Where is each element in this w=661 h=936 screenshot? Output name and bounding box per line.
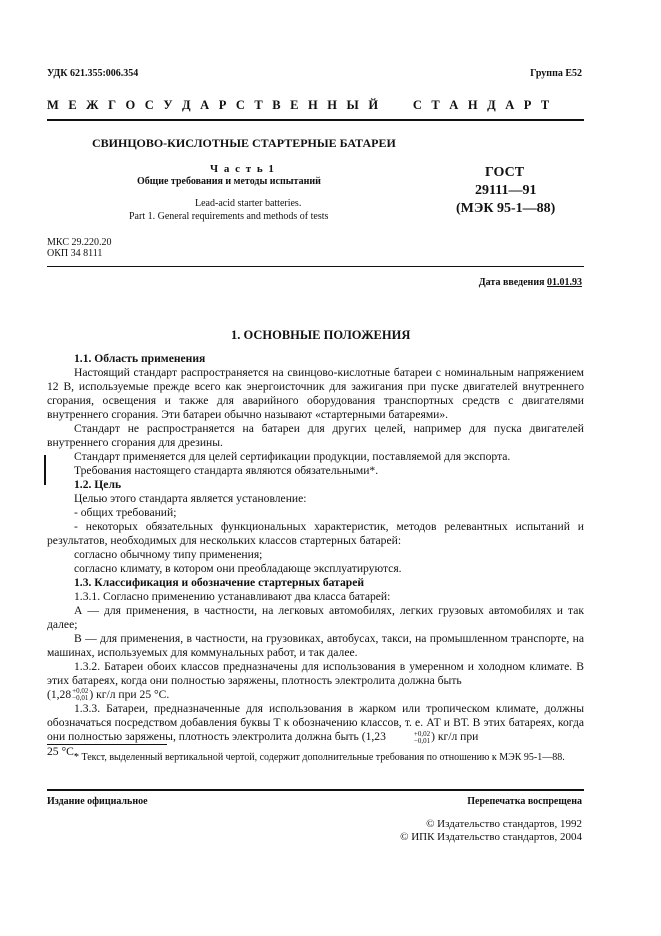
codes-rule	[47, 266, 584, 267]
paragraph	[47, 702, 584, 744]
standard-banner: М Е Ж Г О С У Д А Р С Т В Е Н Н Ы Й С Т А Н Д А Р Т	[47, 98, 553, 112]
tolerance-upper: +0,02	[72, 687, 89, 696]
gost-label: ГОСТ	[485, 165, 525, 180]
paragraph: 1.3.2. Батареи обоих классов предназначены для использования в умеренном и холодном климате. В этих батареях, когда они полностью заряжены, плотность электролита должна быть	[47, 660, 584, 687]
density-value: (1,23	[361, 730, 386, 744]
part-number: Ч а с т ь 1	[210, 163, 276, 175]
density-unit: ) кг/л при	[431, 730, 479, 744]
paragraph	[47, 688, 584, 702]
copyright-1992: © Издательство стандартов, 1992	[426, 818, 582, 830]
copyright-2004: © ИПК Издательство стандартов, 2004	[400, 831, 582, 843]
density-tolerance	[72, 688, 88, 702]
paragraph-text: 1.3.3. Батареи, предназначенные для использования в жарком или тропическом климате, должны обозначаться посредством добавления буквы Т к обозначению классов, т. е. АТ и ВТ. В этих батареях, когда они полностью заряжены, плотность электролита должна быть	[47, 702, 584, 744]
subsection-1-3-title: 1.3. Классификация и обозначение стартерных батарей	[74, 576, 365, 589]
paragraph: 1.3.1. Согласно применению устанавливают два класса батарей:	[74, 590, 391, 603]
footnote: * Текст, выделенный вертикальной чертой, содержит дополнительные требования по отношению к МЭК 95-1—88.	[74, 752, 565, 763]
section-heading: 1. ОСНОВНЫЕ ПОЛОЖЕНИЯ	[231, 328, 411, 342]
paragraph: Целью этого стандарта является установление:	[74, 492, 307, 505]
official-edition: Издание официальное	[47, 796, 148, 807]
footnote-rule	[47, 744, 167, 745]
paragraph: Требования настоящего стандарта являются обязательными*.	[74, 464, 379, 477]
list-item: - общих требований;	[74, 506, 177, 519]
udk-code: УДК 621.355:006.354	[47, 68, 139, 79]
reprint-notice: Перепечатка воспрещена	[467, 796, 582, 807]
subsection-1-1-title: 1.1. Область применения	[74, 352, 206, 365]
gost-number: 29111—91	[475, 183, 537, 198]
paragraph: А — для применения, в частности, на легковых автомобилях, легких грузовых автомобилях и так далее;	[47, 604, 584, 631]
paragraph: В — для применения, в частности, на грузовиках, автобусах, такси, на промышленном транспорте, на машинах, используемых для коммунальных работ, и так далее.	[47, 632, 584, 659]
introduction-date-label: Дата введения	[478, 277, 545, 288]
iec-reference: (МЭК 95-1—88)	[456, 201, 556, 216]
document-title: СВИНЦОВО-КИСЛОТНЫЕ СТАРТЕРНЫЕ БАТАРЕИ	[92, 136, 396, 150]
tolerance-upper: +0,02	[413, 729, 431, 738]
subsection-1-2-title: 1.2. Цель	[74, 478, 122, 491]
paragraph: согласно обычному типу применения;	[74, 548, 263, 561]
okp-code: ОКП 34 8111	[47, 248, 103, 259]
introduction-date-value: 01.01.93	[547, 277, 582, 288]
paragraph: Стандарт не распространяется на батареи для других целей, например для пуска двигателей внутреннего сгорания для дрезины.	[47, 422, 584, 449]
group-code: Группа Е52	[530, 68, 582, 79]
english-title-line2: Part 1. General requirements and methods of tests	[129, 211, 329, 222]
introduction-date	[479, 277, 582, 288]
footer-rule	[47, 789, 584, 791]
paragraph: согласно климату, в котором они преобладающе эксплуатируются.	[74, 562, 402, 575]
header-rule	[47, 119, 584, 121]
density-tolerance	[387, 731, 430, 745]
paragraph: 25 °С.	[47, 744, 77, 758]
tolerance-lower: −0,01	[413, 736, 431, 745]
section-body	[47, 352, 584, 759]
tolerance-lower: −0,01	[72, 694, 89, 703]
change-marker-bar	[44, 455, 46, 485]
density-unit: ) кг/л при 25 °С.	[89, 688, 170, 701]
mks-code: МКС 29.220.20	[47, 237, 112, 248]
part-subtitle: Общие требования и методы испытаний	[137, 176, 321, 187]
list-item: - некоторых обязательных функциональных характеристик, методов релевантных испытаний и результатов, необходимых для нескольких классов стартерных батарей:	[47, 520, 584, 547]
english-title-line1: Lead-acid starter batteries.	[195, 198, 302, 209]
paragraph: Стандарт применяется для целей сертификации продукции, поставляемой для экспорта.	[74, 450, 511, 463]
paragraph: Настоящий стандарт распространяется на свинцово-кислотные батареи с номинальным напряжением 12 В, используемые прежде всего как энергоисточник для зажигания при пуске двигателей внутреннего сгорания, освещения и также для аварийного оборудования транспортных средств с двигателями внутреннего сгорания. Эти батареи обычно называют «стартерными батареями».	[47, 366, 584, 421]
density-value: (1,28	[47, 688, 72, 701]
